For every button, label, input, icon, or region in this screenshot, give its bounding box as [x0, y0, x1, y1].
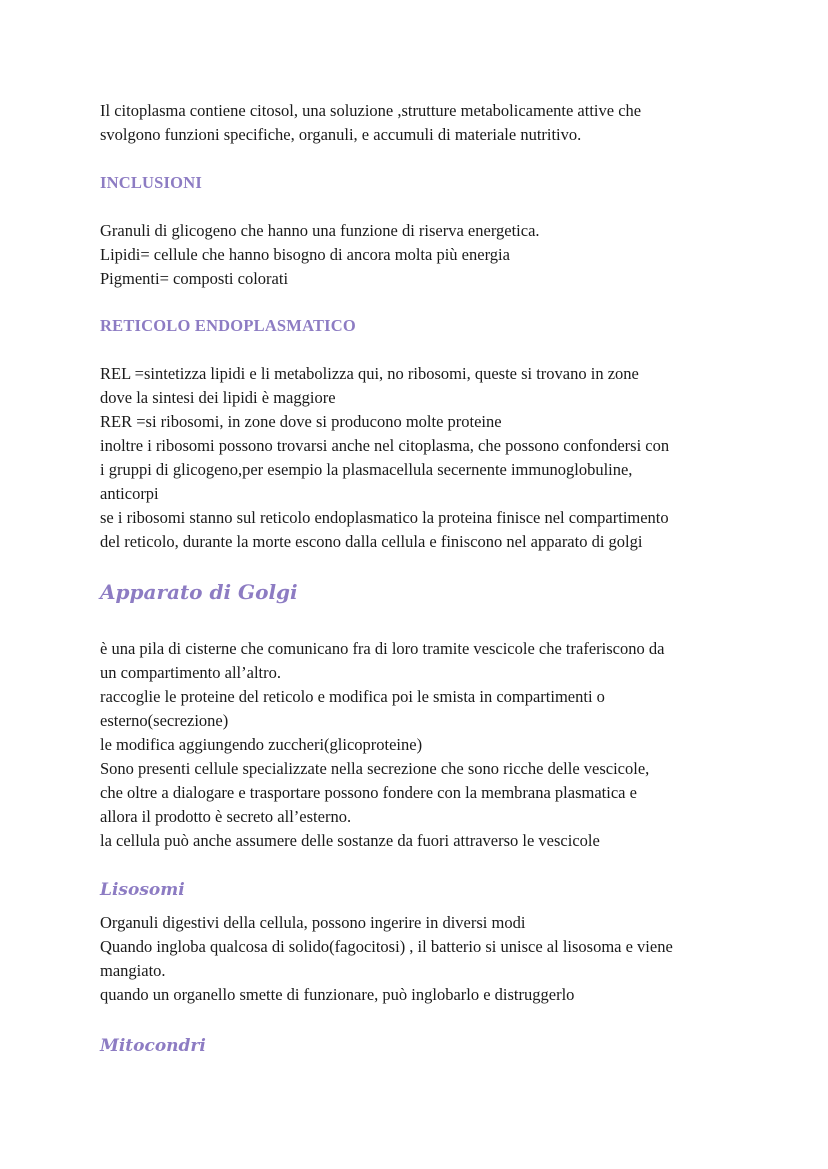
lisosomi-line-3: mangiato. [100, 961, 166, 980]
lisosomi-line-2: Quando ingloba qualcosa di solido(fagocitosi) , il batterio si unisce al lisosoma e viene [100, 937, 673, 956]
reticolo-line-3: RER =si ribosomi, in zone dove si producono molte proteine [100, 412, 502, 431]
inclusioni-line-1: Granuli di glicogeno che hanno una funzione di riserva energetica. [100, 221, 540, 240]
reticolo-line-7: se i ribosomi stanno sul reticolo endoplasmatico la proteina finisce nel compartimento [100, 508, 669, 527]
lisosomi-paragraph [100, 911, 673, 1007]
golgi-line-8: allora il prodotto è secreto all’esterno. [100, 807, 352, 826]
golgi-heading: Apparato di Golgi [100, 580, 298, 604]
golgi-line-2: un compartimento all’altro. [100, 663, 281, 682]
intro-line-2: svolgono funzioni specifiche, organuli, e accumuli di materiale nutritivo. [100, 125, 582, 144]
reticolo-paragraph [100, 362, 669, 554]
lisosomi-line-4: quando un organello smette di funzionare, può inglobarlo e distruggerlo [100, 985, 575, 1004]
reticolo-line-6: anticorpi [100, 484, 159, 503]
intro-paragraph [100, 99, 641, 147]
reticolo-line-5: i gruppi di glicogeno,per esempio la plasmacellula secernente immunoglobuline, [100, 460, 633, 479]
intro-line-1: Il citoplasma contiene citosol, una soluzione ,strutture metabolicamente attive che [100, 101, 642, 120]
golgi-line-5: le modifica aggiungendo zuccheri(glicoproteine) [100, 735, 423, 754]
lisosomi-heading: Lisosomi [100, 880, 185, 900]
golgi-line-9: la cellula può anche assumere delle sostanze da fuori attraverso le vescicole [100, 831, 600, 850]
golgi-line-1: è una pila di cisterne che comunicano fra di loro tramite vescicole che traferiscono da [100, 639, 665, 658]
reticolo-heading: RETICOLO ENDOPLASMATICO [100, 316, 356, 335]
golgi-line-6: Sono presenti cellule specializzate nella secrezione che sono ricche delle vescicole, [100, 759, 650, 778]
golgi-paragraph [100, 637, 664, 853]
golgi-line-4: esterno(secrezione) [100, 711, 229, 730]
reticolo-line-2: dove la sintesi dei lipidi è maggiore [100, 388, 336, 407]
inclusioni-line-2: Lipidi= cellule che hanno bisogno di ancora molta più energia [100, 245, 510, 264]
mitocondri-heading: Mitocondri [100, 1036, 206, 1056]
golgi-line-7: che oltre a dialogare e trasportare possono fondere con la membrana plasmatica e [100, 783, 637, 802]
inclusioni-heading: INCLUSIONI [100, 173, 202, 192]
reticolo-line-8: del reticolo, durante la morte escono dalla cellula e finiscono nel apparato di golgi [100, 532, 643, 551]
lisosomi-line-1: Organuli digestivi della cellula, possono ingerire in diversi modi [100, 913, 526, 932]
inclusioni-line-3: Pigmenti= composti colorati [100, 269, 289, 288]
reticolo-line-4: inoltre i ribosomi possono trovarsi anche nel citoplasma, che possono confondersi con [100, 436, 670, 455]
golgi-line-3: raccoglie le proteine del reticolo e modifica poi le smista in compartimenti o [100, 687, 605, 706]
inclusioni-paragraph [100, 219, 540, 291]
reticolo-line-1: REL =sintetizza lipidi e li metabolizza qui, no ribosomi, queste si trovano in zone [100, 364, 639, 383]
